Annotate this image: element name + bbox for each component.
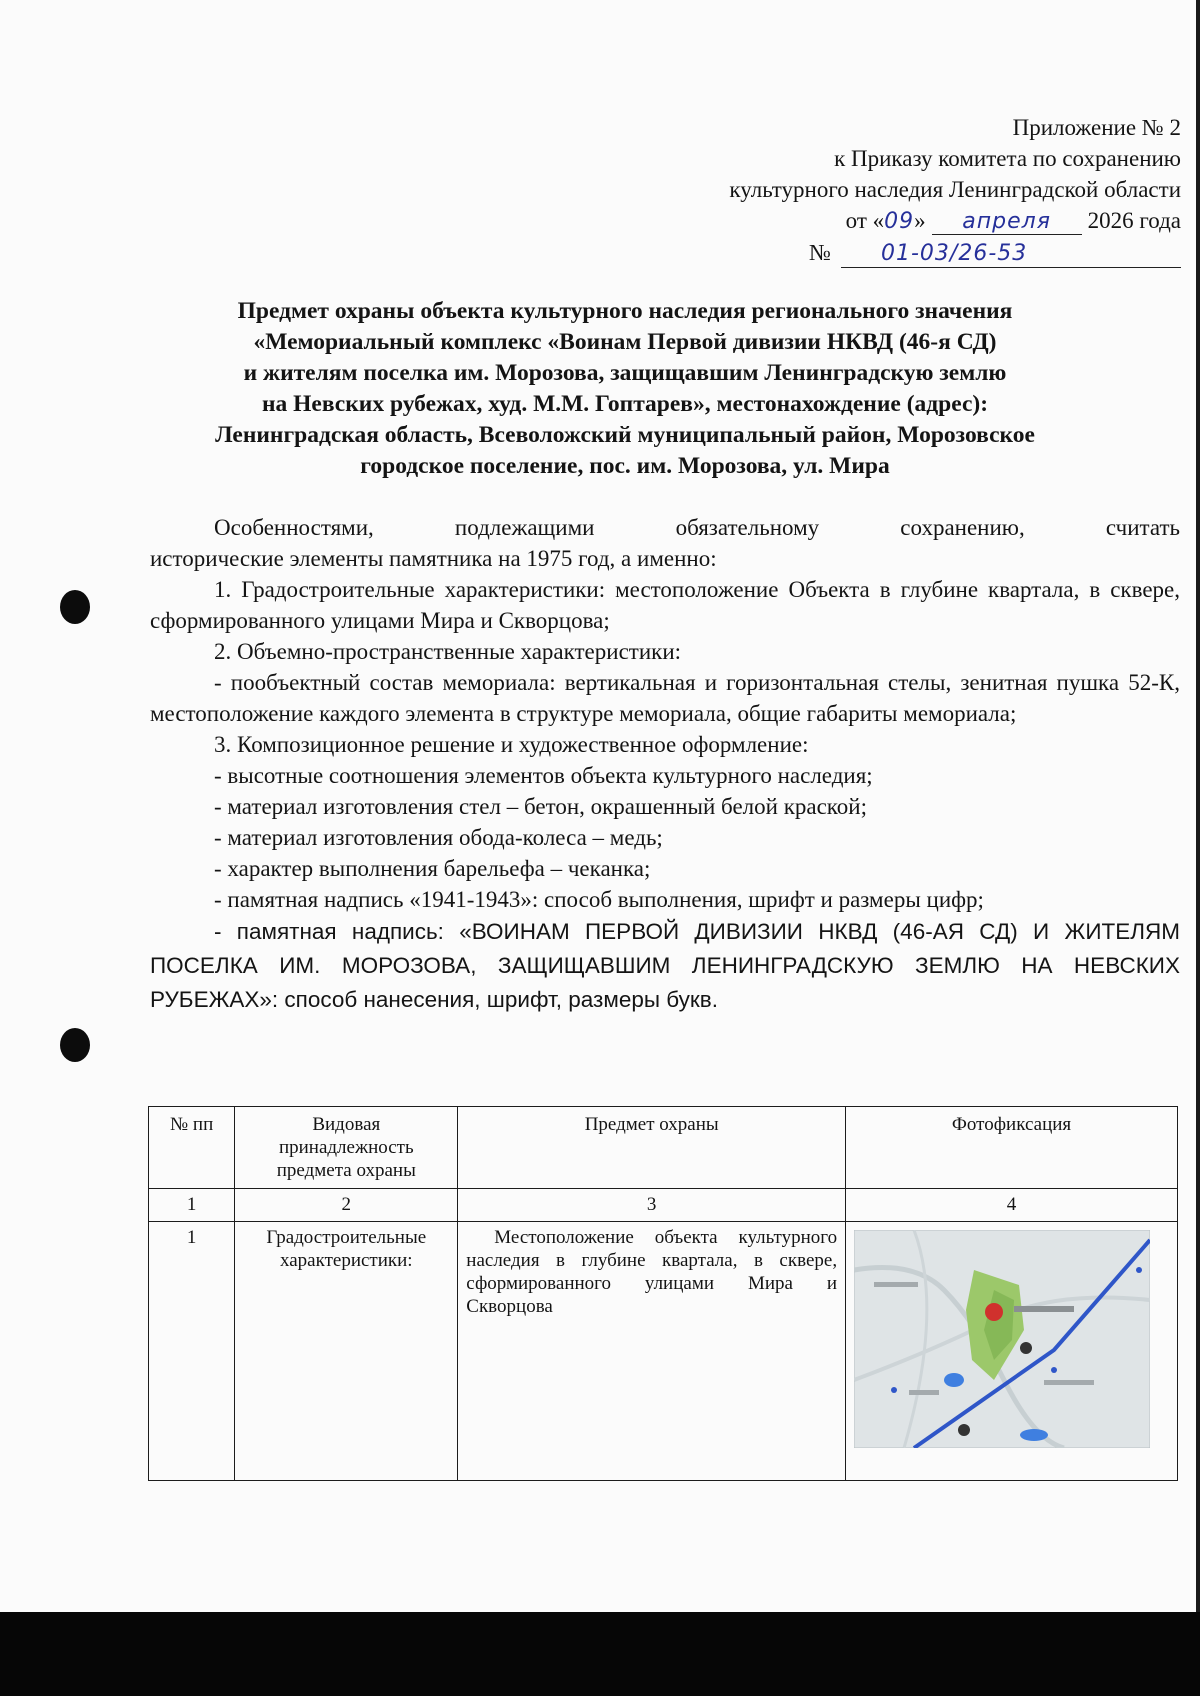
order-date (481, 205, 1181, 237)
title-line: Ленинградская область, Всеволожский муниципальный район, Морозовское (215, 422, 1035, 448)
item-inscription-text: - памятная надпись: «ВОИНАМ ПЕРВОЙ ДИВИЗИИ НКВД (46-АЯ СД) И ЖИТЕЛЯМ ПОСЕЛКА ИМ. МОРОЗОВА, ЗАЩИЩАВШИМ ЛЕНИНГРАДСКУЮ ЗЕМЛЮ НА НЕВСКИХ РУБЕЖАХ»: способ нанесения, шрифт, размеры букв. (150, 919, 1180, 1012)
column-number-row (149, 1189, 1178, 1222)
column-number: 4 (846, 1189, 1178, 1222)
handwritten-day: 09 (884, 209, 915, 234)
row-number: 1 (149, 1222, 235, 1481)
header-cell-subject: Предмет охраны (458, 1107, 846, 1189)
order-number (481, 237, 1181, 268)
table-row (149, 1222, 1178, 1481)
committee-name: культурного наследия Ленинградской области (729, 177, 1181, 202)
handwritten-month: апреля (962, 209, 1051, 234)
date-prefix: от « (845, 208, 885, 233)
column-number: 2 (235, 1189, 458, 1222)
title-line: на Невских рубежах, худ. М.М. Гоптарев», местонахождение (адрес): (261, 391, 989, 417)
title-line: Предмет охраны объекта культурного наследия регионального значения (237, 298, 1013, 324)
row-kind: Градостроительные характеристики: (235, 1222, 458, 1481)
order-reference: к Приказу комитета по сохранению (834, 146, 1181, 171)
handwritten-number: 01-03/26-53 (881, 241, 1028, 266)
punch-hole (60, 1028, 90, 1062)
row-photo-cell (846, 1222, 1178, 1481)
header-cell-photo: Фотофиксация (846, 1107, 1178, 1189)
header-cell-kind: Видовая принадлежность предмета охраны (235, 1107, 458, 1189)
punch-hole (60, 590, 90, 624)
protection-subject-table (148, 1106, 1178, 1481)
item-artistic: 3. Композиционное решение и художественное оформление: (214, 732, 809, 757)
item-bas-relief: - характер выполнения барельефа – чеканка; (214, 856, 651, 881)
appendix-number: Приложение № 2 (1012, 115, 1181, 140)
row-subject: Местоположение объекта культурного наследия в глубине квартала, в сквере, сформированного улицами Мира и Скворцова (458, 1222, 846, 1481)
item-spatial: 2. Объемно-пространственные характеристики: (214, 639, 682, 664)
item-urban-planning: 1. Градостроительные характеристики: местоположение Объекта в глубине квартала, в сквере, сформированного улицами Мира и Скворцова; (150, 577, 1180, 633)
document-title (150, 296, 1100, 482)
appendix-header (481, 112, 1181, 268)
table-header-row (149, 1107, 1178, 1189)
column-number: 1 (149, 1189, 235, 1222)
header-cell-number: № пп (149, 1107, 235, 1189)
body-text (150, 512, 1180, 1017)
item-stele-material: - материал изготовления стел – бетон, окрашенный белой краской; (214, 794, 867, 819)
item-rim-material: - материал изготовления обода-колеса – медь; (214, 825, 663, 850)
scan-bottom-border (0, 1612, 1200, 1696)
scan-edge (1196, 0, 1200, 1612)
title-line: «Мемориальный комплекс «Воинам Первой дивизии НКВД (46-я СД) (253, 329, 997, 355)
title-line: городское поселение, пос. им. Морозова, ул. Мира (360, 453, 890, 479)
intro-paragraph: Особенностями, подлежащими обязательному сохранению, считать (214, 515, 1180, 540)
column-number: 3 (458, 1189, 846, 1222)
number-prefix: № (809, 240, 831, 265)
title-line: и жителям поселка им. Морозова, защищавшим Ленинградскую землю (243, 360, 1007, 386)
item-spatial-composition: - пообъектный состав мемориала: вертикальная и горизонтальная стелы, зенитная пушка 52-К, местоположение каждого элемента в структуре мемориала, общие габариты мемориала; (150, 670, 1180, 726)
map-photo (854, 1230, 1150, 1448)
item-inscription-years: - памятная надпись «1941-1943»: способ выполнения, шрифт и размеры цифр; (214, 887, 984, 912)
date-mid: » (914, 208, 926, 233)
item-height-ratios: - высотные соотношения элементов объекта культурного наследия; (214, 763, 873, 788)
date-year: 2026 года (1087, 208, 1181, 233)
intro-continuation: исторические элементы памятника на 1975 год, а именно: (150, 546, 717, 571)
